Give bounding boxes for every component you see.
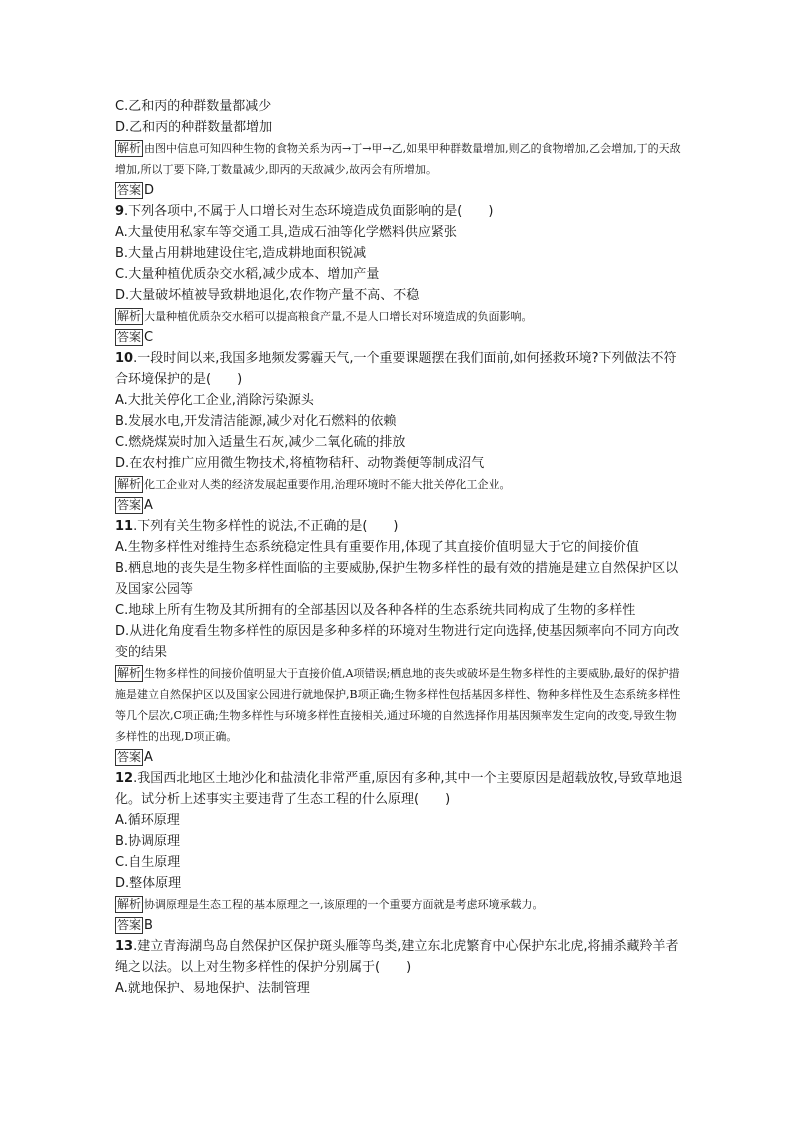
question-stem [115,936,687,978]
answer-label: 答案 [117,750,142,764]
explanation [115,663,687,747]
answer-label: 答案 [117,330,142,344]
explanation [115,306,687,327]
question-text: .下列各项中,不属于人口增长对生态环境造成负面影响的是( ) [124,204,494,219]
explain-label: 解析 [117,141,142,155]
option-c: C.燃烧煤炭时加入适量生石灰,减少二氧化硫的排放 [115,435,406,450]
answer [115,747,687,768]
explanation-text: 大量种植优质杂交水稻可以提高粮食产量,不是人口增长对环境造成的负面影响。 [144,310,533,323]
question-number: 11 [115,519,134,534]
question-text: .一段时间以来,我国多地频发雾霾天气,一个重要课题摆在我们面前,如何拯救环境?下列做法不符合环境保护的是( ) [115,351,677,387]
option-a: A.循环原理 [115,813,180,828]
question-stem [115,516,687,537]
question-stem [115,768,687,810]
question-number: 9 [115,204,125,219]
question-number: 10 [115,351,134,366]
question-stem [115,348,687,390]
question-stem [115,201,687,222]
explanation-text: 生物多样性的间接价值明显大于直接价值,A项错误;栖息地的丧失或破坏是生物多样性的主要威胁,最好的保护措施是建立自然保护区以及国家公园进行就地保护,B项正确;生物多样性包括基因多样性、物种多样性及生态系统多样性等几个层次,C项正确;生物多样性与环境多样性直接相关,通过环境的自然选择作用基因频率发生定向的改变,导致生物多样性的出现,D项正确。 [115,667,681,743]
option-a: A.大批关停化工企业,消除污染源头 [115,393,314,408]
explanation-text: 化工企业对人类的经济发展起重要作用,治理环境时不能大批关停化工企业。 [144,478,511,491]
option-b: B.栖息地的丧失是生物多样性面临的主要威胁,保护生物多样性的最有效的措施是建立自然保护区以及国家公园等 [115,561,679,597]
answer [115,327,687,348]
question-number: 12 [115,771,134,786]
question-text: .我国西北地区土地沙化和盐渍化非常严重,原因有多种,其中一个主要原因是超载放牧,导致草地退化。试分析上述事实主要违背了生态工程的什么原理( ) [115,771,683,807]
explain-label: 解析 [117,309,142,323]
option-c: C.乙和丙的种群数量都减少 [115,99,272,114]
question-number: 13 [115,939,134,954]
option-a: A.就地保护、易地保护、法制管理 [115,981,310,996]
answer-value: B [144,918,153,933]
option-a: A.生物多样性对维持生态系统稳定性具有重要作用,体现了其直接价值明显大于它的间接价值 [115,540,639,555]
answer [115,495,687,516]
explanation [115,474,687,495]
answer [115,180,687,201]
option-d: D.从进化角度看生物多样性的原因是多种多样的环境对生物进行定向选择,使基因频率向不同方向改变的结果 [115,624,680,660]
explanation [115,138,687,180]
option-c: C.大量种植优质杂交水稻,减少成本、增加产量 [115,267,380,282]
option-b: B.发展水电,开发清洁能源,减少对化石燃料的依赖 [115,414,397,429]
answer-label: 答案 [117,498,142,512]
option-d: D.整体原理 [115,876,182,891]
explanation [115,894,687,915]
explain-label: 解析 [117,477,142,491]
question-text: .建立青海湖鸟岛自然保护区保护斑头雁等鸟类,建立东北虎繁育中心保护东北虎,将捕杀藏羚羊者绳之以法。以上对生物多样性的保护分别属于( ) [115,939,679,975]
question-text: .下列有关生物多样性的说法,不正确的是( ) [133,519,399,534]
option-d: D.乙和丙的种群数量都增加 [115,120,273,135]
explain-label: 解析 [117,666,142,680]
answer-value: A [144,750,153,765]
option-c: C.地球上所有生物及其所拥有的全部基因以及各种各样的生态系统共同构成了生物的多样性 [115,603,636,618]
answer [115,915,687,936]
explanation-text: 由图中信息可知四种生物的食物关系为丙→丁→甲→乙,如果甲种群数量增加,则乙的食物增加,乙会增加,丁的天敌增加,所以丁要下降,丁数量减少,即丙的天敌减少,故丙会有所增加。 [115,142,681,176]
option-c: C.自生原理 [115,855,181,870]
option-b: B.协调原理 [115,834,181,849]
option-b: B.大量占用耕地建设住宅,造成耕地面积锐减 [115,246,367,261]
answer-label: 答案 [117,183,142,197]
option-a: A.大量使用私家车等交通工具,造成石油等化学燃料供应紧张 [115,225,457,240]
explain-label: 解析 [117,897,142,911]
answer-value: D [144,183,155,198]
explanation-text: 协调原理是生态工程的基本原理之一,该原理的一个重要方面就是考虑环境承载力。 [144,898,544,911]
answer-value: C [144,330,154,345]
option-d: D.在农村推广应用微生物技术,将植物秸秆、动物粪便等制成沼气 [115,456,485,471]
answer-label: 答案 [117,918,142,932]
page-content [115,96,687,999]
option-d: D.大量破坏植被导致耕地退化,农作物产量不高、不稳 [115,288,420,303]
answer-value: A [144,498,153,513]
